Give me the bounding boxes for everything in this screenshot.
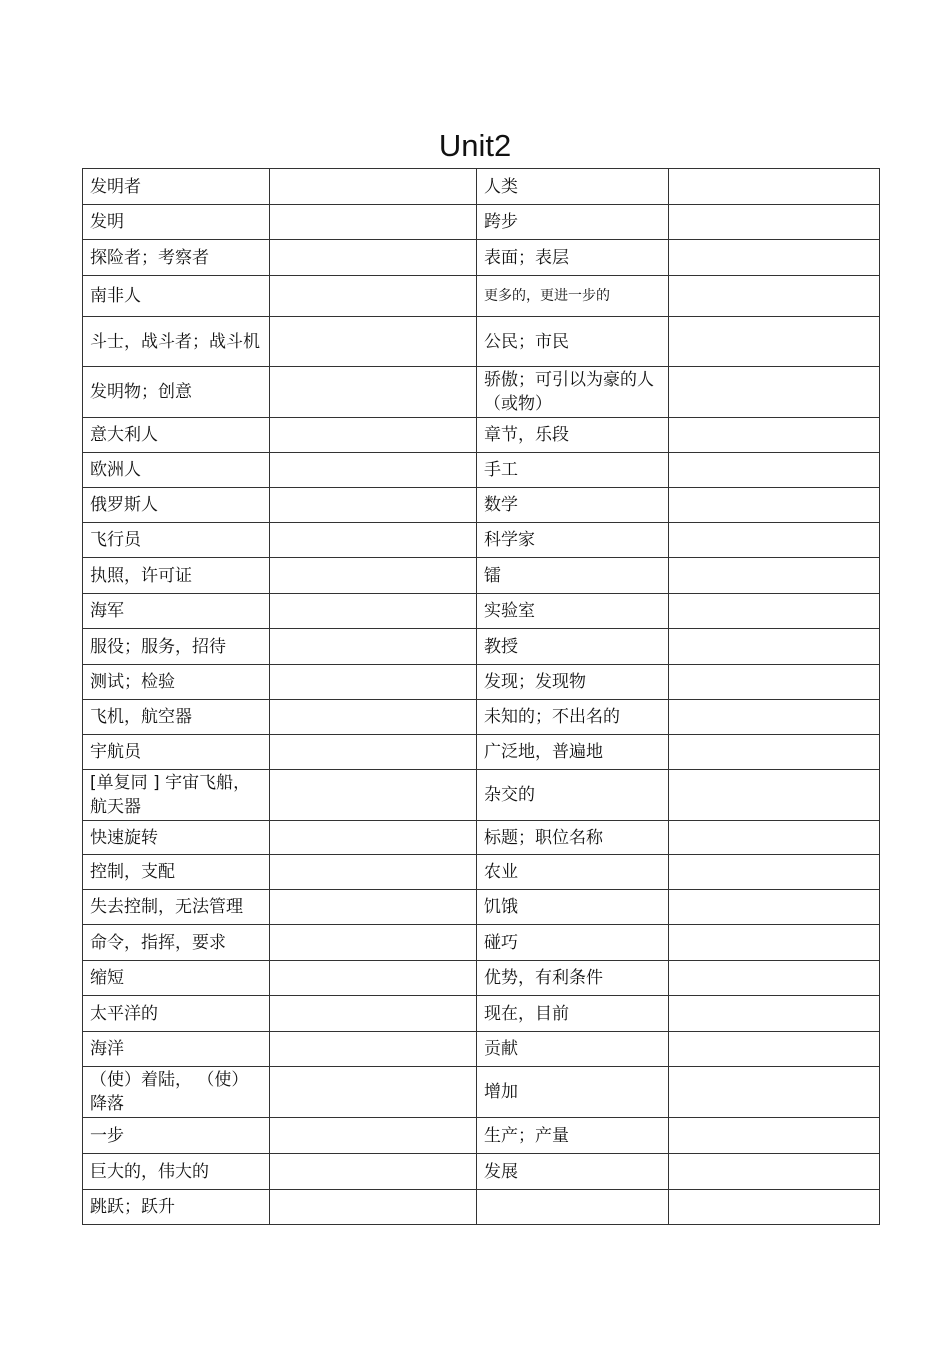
answer-cell: [270, 205, 477, 240]
chinese-term-cell: 南非人: [83, 276, 270, 317]
table-row: [83, 488, 880, 523]
answer-cell: [669, 453, 880, 488]
answer-cell: [669, 276, 880, 317]
chinese-term-cell: （使）着陆， （使）降落: [83, 1067, 270, 1118]
answer-cell: [270, 453, 477, 488]
table-row: [83, 205, 880, 240]
table-row: [83, 735, 880, 770]
chinese-term-cell: 饥饿: [477, 890, 669, 925]
answer-cell: [669, 488, 880, 523]
answer-cell: [669, 317, 880, 367]
chinese-term-cell: 探险者；考察者: [83, 240, 270, 276]
chinese-term-cell: 海洋: [83, 1032, 270, 1067]
answer-cell: [270, 1067, 477, 1118]
chinese-term-cell: 跳跃；跃升: [83, 1190, 270, 1225]
table-row: [83, 418, 880, 453]
chinese-term-cell: 发明物；创意: [83, 367, 270, 418]
chinese-term-cell: 标题；职位名称: [477, 821, 669, 855]
table-row: [83, 558, 880, 594]
answer-cell: [270, 700, 477, 735]
answer-cell: [270, 996, 477, 1032]
answer-cell: [270, 925, 477, 961]
table-row: [83, 961, 880, 996]
table-row: [83, 1190, 880, 1225]
chinese-term-cell: 执照，许可证: [83, 558, 270, 594]
chinese-term-cell: 现在，目前: [477, 996, 669, 1032]
answer-cell: [270, 629, 477, 665]
chinese-term-cell: [单复同 ] 宇宙飞船，航天器: [83, 770, 270, 821]
chinese-term-cell: 优势，有利条件: [477, 961, 669, 996]
chinese-term-cell: 巨大的，伟大的: [83, 1154, 270, 1190]
table-row: [83, 1118, 880, 1154]
chinese-term-cell: 发明者: [83, 169, 270, 205]
chinese-term-cell: 发明: [83, 205, 270, 240]
chinese-term-cell: 宇航员: [83, 735, 270, 770]
table-row: [83, 453, 880, 488]
chinese-term-cell: 教授: [477, 629, 669, 665]
table-row: [83, 629, 880, 665]
table-row: [83, 276, 880, 317]
table-row: [83, 523, 880, 558]
chinese-term-cell: 碰巧: [477, 925, 669, 961]
answer-cell: [270, 855, 477, 890]
table-row: [83, 770, 880, 821]
answer-cell: [270, 488, 477, 523]
page-title: Unit2: [438, 128, 512, 163]
chinese-term-cell: 服役；服务，招待: [83, 629, 270, 665]
chinese-term-cell: 杂交的: [477, 770, 669, 821]
answer-cell: [669, 1032, 880, 1067]
table-row: [83, 169, 880, 205]
chinese-term-cell: 实验室: [477, 594, 669, 629]
answer-cell: [669, 240, 880, 276]
vocabulary-table: [82, 168, 880, 1225]
chinese-term-cell: 表面；表层: [477, 240, 669, 276]
chinese-term-cell: 农业: [477, 855, 669, 890]
answer-cell: [669, 1190, 880, 1225]
answer-cell: [669, 629, 880, 665]
answer-cell: [270, 523, 477, 558]
chinese-term-cell: 欧洲人: [83, 453, 270, 488]
table-row: [83, 1154, 880, 1190]
chinese-term-cell: 更多的，更进一步的: [477, 276, 669, 317]
chinese-term-cell: 快速旋转: [83, 821, 270, 855]
chinese-term-cell: 斗士，战斗者；战斗机: [83, 317, 270, 367]
answer-cell: [669, 855, 880, 890]
answer-cell: [669, 700, 880, 735]
chinese-term-cell: 命令，指挥，要求: [83, 925, 270, 961]
answer-cell: [669, 961, 880, 996]
chinese-term-cell: 生产；产量: [477, 1118, 669, 1154]
chinese-term-cell: 人类: [477, 169, 669, 205]
chinese-term-cell: 测试；检验: [83, 665, 270, 700]
answer-cell: [669, 367, 880, 418]
answer-cell: [270, 558, 477, 594]
chinese-term-cell: 失去控制，无法管理: [83, 890, 270, 925]
answer-cell: [270, 665, 477, 700]
answer-cell: [270, 276, 477, 317]
answer-cell: [669, 418, 880, 453]
answer-cell: [270, 1154, 477, 1190]
chinese-term-cell: 章节，乐段: [477, 418, 669, 453]
answer-cell: [669, 770, 880, 821]
chinese-term-cell: [477, 1190, 669, 1225]
table-row: [83, 996, 880, 1032]
answer-cell: [270, 594, 477, 629]
chinese-term-cell: 飞行员: [83, 523, 270, 558]
chinese-term-cell: 意大利人: [83, 418, 270, 453]
answer-cell: [270, 367, 477, 418]
answer-cell: [669, 523, 880, 558]
answer-cell: [669, 1154, 880, 1190]
answer-cell: [270, 890, 477, 925]
table-row: [83, 594, 880, 629]
answer-cell: [270, 961, 477, 996]
chinese-term-cell: 发展: [477, 1154, 669, 1190]
table-row: [83, 665, 880, 700]
chinese-term-cell: 公民；市民: [477, 317, 669, 367]
answer-cell: [669, 735, 880, 770]
answer-cell: [270, 317, 477, 367]
answer-cell: [669, 558, 880, 594]
answer-cell: [270, 770, 477, 821]
chinese-term-cell: 太平洋的: [83, 996, 270, 1032]
answer-cell: [270, 418, 477, 453]
chinese-term-cell: 广泛地，普遍地: [477, 735, 669, 770]
answer-cell: [669, 665, 880, 700]
chinese-term-cell: 海军: [83, 594, 270, 629]
chinese-term-cell: 一步: [83, 1118, 270, 1154]
table-row: [83, 317, 880, 367]
chinese-term-cell: 飞机，航空器: [83, 700, 270, 735]
answer-cell: [270, 1190, 477, 1225]
chinese-term-cell: 跨步: [477, 205, 669, 240]
table-row: [83, 925, 880, 961]
answer-cell: [669, 169, 880, 205]
table-row: [83, 821, 880, 855]
chinese-term-cell: 数学: [477, 488, 669, 523]
answer-cell: [669, 594, 880, 629]
chinese-term-cell: 贡献: [477, 1032, 669, 1067]
answer-cell: [270, 821, 477, 855]
chinese-term-cell: 镭: [477, 558, 669, 594]
answer-cell: [270, 1118, 477, 1154]
table-row: [83, 1067, 880, 1118]
answer-cell: [669, 205, 880, 240]
chinese-term-cell: 控制，支配: [83, 855, 270, 890]
answer-cell: [270, 169, 477, 205]
answer-cell: [669, 1118, 880, 1154]
chinese-term-cell: 科学家: [477, 523, 669, 558]
chinese-term-cell: 手工: [477, 453, 669, 488]
chinese-term-cell: 未知的；不出名的: [477, 700, 669, 735]
answer-cell: [270, 1032, 477, 1067]
table-row: [83, 240, 880, 276]
chinese-term-cell: 俄罗斯人: [83, 488, 270, 523]
chinese-term-cell: 发现；发现物: [477, 665, 669, 700]
answer-cell: [270, 240, 477, 276]
chinese-term-cell: 增加: [477, 1067, 669, 1118]
table-row: [83, 855, 880, 890]
chinese-term-cell: 缩短: [83, 961, 270, 996]
answer-cell: [669, 996, 880, 1032]
answer-cell: [669, 1067, 880, 1118]
answer-cell: [270, 735, 477, 770]
chinese-term-cell: 骄傲；可引以为豪的人（或物）: [477, 367, 669, 418]
table-row: [83, 367, 880, 418]
table-row: [83, 1032, 880, 1067]
table-row: [83, 700, 880, 735]
table-row: [83, 890, 880, 925]
answer-cell: [669, 890, 880, 925]
answer-cell: [669, 925, 880, 961]
answer-cell: [669, 821, 880, 855]
